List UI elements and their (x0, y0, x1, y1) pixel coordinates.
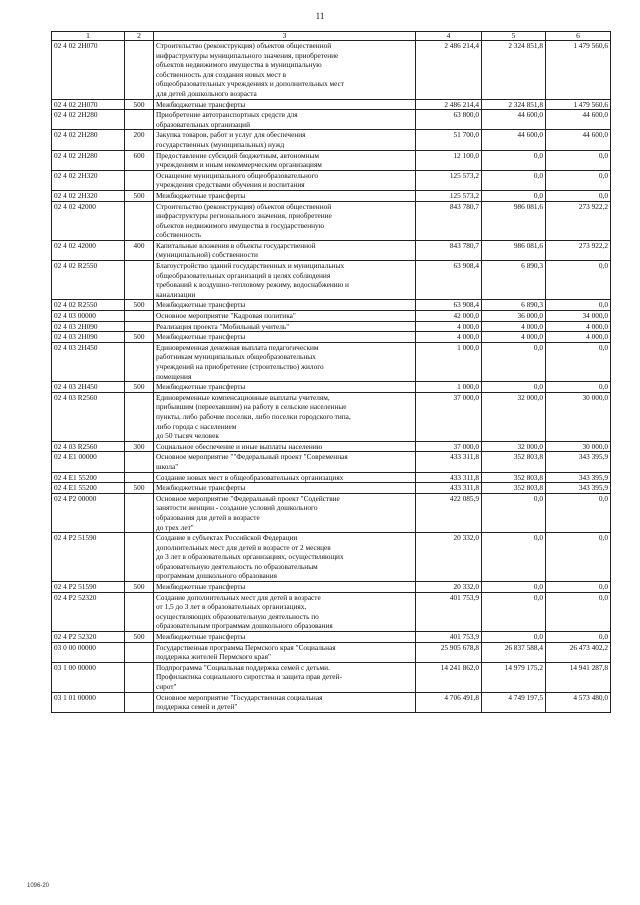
row-code: 02 4 03 R2560 (52, 441, 125, 452)
table-row (52, 642, 611, 662)
row-amount-col5: 352 803,8 (482, 452, 546, 472)
row-amount-col4: 51 700,0 (416, 130, 482, 150)
row-amount-col5: 4 000,0 (482, 332, 546, 343)
table-row (52, 41, 611, 100)
row-amount-col5: 0,0 (482, 342, 546, 381)
row-expense-type (125, 170, 154, 190)
row-amount-col4: 37 000,0 (416, 441, 482, 452)
row-amount-col5: 4 749 197,5 (482, 692, 546, 712)
row-amount-col4: 14 241 862,0 (416, 662, 482, 692)
table-row (52, 382, 611, 393)
row-code: 02 4 Р2 52320 (52, 632, 125, 643)
row-expense-type (125, 41, 154, 100)
row-amount-col5: 352 803,8 (482, 472, 546, 483)
row-expense-type (125, 493, 154, 532)
row-expense-type (125, 261, 154, 300)
row-description: Создание дополнительных мест для детей в возрасте от 1,5 до 3 лет в образовательных организациях, осуществляющих образовательную деятельность по образовательным программам дошкольного образования (154, 592, 416, 631)
row-description: Основное мероприятие "Кадровая политика" (154, 311, 416, 322)
row-amount-col4: 2 486 214,4 (416, 41, 482, 100)
table-row (52, 592, 611, 631)
row-description: Межбюджетные трансферты (154, 190, 416, 201)
table-row (52, 240, 611, 260)
table-row (52, 472, 611, 483)
row-description: Основное мероприятие "Государственная социальная поддержка семей и детей" (154, 692, 416, 712)
row-code: 02 4 Е1 00000 (52, 452, 125, 472)
row-amount-col4: 4 706 491,8 (416, 692, 482, 712)
column-header: 6 (546, 32, 611, 41)
row-code: 02 4 02 2Н280 (52, 110, 125, 130)
row-amount-col5: 36 000,0 (482, 311, 546, 322)
row-amount-col6: 0,0 (546, 493, 611, 532)
column-header: 1 (52, 32, 125, 41)
row-amount-col6: 0,0 (546, 342, 611, 381)
row-expense-type (125, 392, 154, 441)
row-amount-col6: 0,0 (546, 592, 611, 631)
row-amount-col6: 0,0 (546, 170, 611, 190)
row-expense-type: 400 (125, 240, 154, 260)
row-amount-col5: 14 979 175,2 (482, 662, 546, 692)
table-row (52, 632, 611, 643)
row-amount-col4: 63 800,0 (416, 110, 482, 130)
row-code: 02 4 02 2Н070 (52, 99, 125, 110)
row-amount-col5: 0,0 (482, 150, 546, 170)
table-header-row (52, 32, 611, 41)
row-expense-type: 500 (125, 582, 154, 593)
table-row (52, 533, 611, 582)
table-row (52, 150, 611, 170)
row-description: Оснащение муниципального общеобразовательного учреждения средствами обучения и воспитания (154, 170, 416, 190)
row-expense-type (125, 692, 154, 712)
row-description: Предоставление субсидий бюджетным, автономным учреждениям и иным некоммерческим организациям (154, 150, 416, 170)
row-amount-col6: 4 573 480,0 (546, 692, 611, 712)
row-amount-col5: 4 000,0 (482, 321, 546, 332)
row-amount-col6: 14 941 287,8 (546, 662, 611, 692)
row-amount-col4: 20 332,0 (416, 582, 482, 593)
table-row (52, 130, 611, 150)
row-code: 02 4 03 2Н090 (52, 321, 125, 332)
row-expense-type (125, 642, 154, 662)
row-expense-type: 200 (125, 130, 154, 150)
column-header: 5 (482, 32, 546, 41)
row-amount-col5: 32 000,0 (482, 441, 546, 452)
row-amount-col4: 63 908,4 (416, 261, 482, 300)
row-expense-type (125, 342, 154, 381)
row-amount-col5: 352 803,8 (482, 483, 546, 494)
row-amount-col6: 273 922,2 (546, 240, 611, 260)
row-code: 02 4 03 R2560 (52, 392, 125, 441)
row-amount-col4: 401 753,9 (416, 632, 482, 643)
row-amount-col6: 0,0 (546, 582, 611, 593)
row-code: 02 4 02 2Н320 (52, 170, 125, 190)
row-amount-col5: 32 000,0 (482, 392, 546, 441)
row-description: Благоустройство зданий государственных и муниципальных общеобразовательных организаций в целях соблюдения требований к воздушно-тепловому режиму, водоснабжению и канализации (154, 261, 416, 300)
row-expense-type: 500 (125, 332, 154, 343)
row-expense-type: 300 (125, 441, 154, 452)
table-body (52, 41, 611, 713)
row-amount-col4: 125 573,2 (416, 170, 482, 190)
row-description: Межбюджетные трансферты (154, 99, 416, 110)
table-row (52, 692, 611, 712)
table-row (52, 300, 611, 311)
row-amount-col5: 44 600,0 (482, 110, 546, 130)
row-amount-col4: 4 000,0 (416, 321, 482, 332)
footer-document-code: 1096-20 (27, 883, 50, 889)
row-code: 02 4 03 2Н450 (52, 382, 125, 393)
row-code: 02 4 Е1 55200 (52, 483, 125, 494)
column-header: 4 (416, 32, 482, 41)
row-expense-type (125, 321, 154, 332)
row-expense-type (125, 110, 154, 130)
row-amount-col6: 0,0 (546, 382, 611, 393)
row-description: Межбюджетные трансферты (154, 483, 416, 494)
row-expense-type: 500 (125, 190, 154, 201)
row-expense-type (125, 452, 154, 472)
row-amount-col6: 0,0 (546, 150, 611, 170)
row-code: 02 4 Р2 51590 (52, 582, 125, 593)
row-amount-col5: 986 081,6 (482, 240, 546, 260)
row-code: 02 4 Р2 52320 (52, 592, 125, 631)
column-header: 2 (125, 32, 154, 41)
table-row (52, 311, 611, 322)
row-code: 02 4 02 R2550 (52, 300, 125, 311)
table-row (52, 662, 611, 692)
row-expense-type (125, 472, 154, 483)
row-code: 02 4 02 2Н280 (52, 130, 125, 150)
row-description: Социальное обеспечение и иные выплаты населению (154, 441, 416, 452)
row-description: Единовременные компенсационные выплаты учителям, прибывшим (переехавшим) на работу в сельские населенные пункты, либо рабочие поселки, либо поселки городского типа, либо города с населением до 50 тысяч человек (154, 392, 416, 441)
table-row (52, 261, 611, 300)
row-amount-col5: 6 890,3 (482, 261, 546, 300)
row-code: 02 4 02 42000 (52, 201, 125, 240)
row-expense-type: 600 (125, 150, 154, 170)
row-amount-col6: 0,0 (546, 533, 611, 582)
row-amount-col4: 1 000,0 (416, 382, 482, 393)
row-expense-type (125, 662, 154, 692)
table-row (52, 110, 611, 130)
column-header: 3 (154, 32, 416, 41)
row-amount-col5: 44 600,0 (482, 130, 546, 150)
row-amount-col6: 1 479 560,6 (546, 41, 611, 100)
table-row (52, 170, 611, 190)
row-amount-col4: 42 000,0 (416, 311, 482, 322)
row-description: Межбюджетные трансферты (154, 632, 416, 643)
row-amount-col4: 4 000,0 (416, 332, 482, 343)
row-expense-type: 500 (125, 382, 154, 393)
row-code: 02 4 02 2Н070 (52, 41, 125, 100)
table-row (52, 321, 611, 332)
row-description: Капитальные вложения в объекты государственной (муниципальной) собственности (154, 240, 416, 260)
row-description: Межбюджетные трансферты (154, 300, 416, 311)
row-amount-col4: 1 000,0 (416, 342, 482, 381)
row-description: Основное мероприятие "Федеральный проект "Содействие занятости женщин - создание условий дошкольного образования для детей в возрасте до трех лет" (154, 493, 416, 532)
row-description: Основное мероприятие ""Федеральный проект "Современная школа" (154, 452, 416, 472)
row-amount-col4: 843 780,7 (416, 240, 482, 260)
row-amount-col6: 0,0 (546, 190, 611, 201)
row-description: Создание в субъектах Российской Федерации дополнительных мест для детей в возрасте от 2 месяцев до 3 лет в образовательных организациях, осуществляющих образовательную деятельность по образовательным программам дошкольного образования (154, 533, 416, 582)
row-expense-type (125, 592, 154, 631)
row-amount-col6: 44 600,0 (546, 110, 611, 130)
row-amount-col4: 12 100,0 (416, 150, 482, 170)
row-expense-type (125, 201, 154, 240)
row-amount-col4: 433 311,8 (416, 452, 482, 472)
row-amount-col4: 843 780,7 (416, 201, 482, 240)
row-amount-col6: 4 000,0 (546, 321, 611, 332)
row-description: Подпрограмма "Социальная поддержка семей с детьми. Профилактика социального сиротства и защита прав детей- сирот" (154, 662, 416, 692)
row-amount-col6: 30 000,0 (546, 392, 611, 441)
row-description: Государственная программа Пермского края "Социальная поддержка жителей Пермского края" (154, 642, 416, 662)
row-amount-col6: 343 395,9 (546, 483, 611, 494)
table-row (52, 392, 611, 441)
row-amount-col5: 0,0 (482, 190, 546, 201)
row-code: 02 4 03 2Н450 (52, 342, 125, 381)
row-amount-col6: 34 000,0 (546, 311, 611, 322)
page-number: 11 (315, 11, 325, 21)
row-amount-col4: 401 753,9 (416, 592, 482, 631)
row-amount-col6: 343 395,9 (546, 472, 611, 483)
row-amount-col6: 0,0 (546, 261, 611, 300)
table-row (52, 342, 611, 381)
row-amount-col6: 273 922,2 (546, 201, 611, 240)
table-row (52, 201, 611, 240)
row-description: Межбюджетные трансферты (154, 332, 416, 343)
row-amount-col4: 2 486 214,4 (416, 99, 482, 110)
row-code: 02 4 02 42000 (52, 240, 125, 260)
row-amount-col5: 0,0 (482, 533, 546, 582)
row-amount-col6: 4 000,0 (546, 332, 611, 343)
row-amount-col6: 26 473 402,2 (546, 642, 611, 662)
table-row (52, 483, 611, 494)
table-row (52, 441, 611, 452)
row-amount-col4: 433 311,8 (416, 483, 482, 494)
row-code: 03 0 00 00000 (52, 642, 125, 662)
row-description: Приобретение автотранспортных средств для образовательных организаций (154, 110, 416, 130)
row-amount-col6: 0,0 (546, 632, 611, 643)
row-expense-type: 500 (125, 483, 154, 494)
row-code: 02 4 02 R2550 (52, 261, 125, 300)
row-description: Строительство (реконструкция) объектов общественной инфраструктуры регионального значения, приобретение объектов недвижимого имущества в государственную собственность (154, 201, 416, 240)
table-row (52, 190, 611, 201)
row-expense-type (125, 311, 154, 322)
row-amount-col5: 986 081,6 (482, 201, 546, 240)
row-expense-type: 500 (125, 300, 154, 311)
row-code: 02 4 02 2Н280 (52, 150, 125, 170)
row-description: Создание новых мест в общеобразовательных организациях (154, 472, 416, 483)
row-code: 02 4 03 2Н090 (52, 332, 125, 343)
row-expense-type (125, 533, 154, 582)
row-amount-col4: 25 905 678,8 (416, 642, 482, 662)
row-amount-col4: 433 311,8 (416, 472, 482, 483)
row-amount-col6: 44 600,0 (546, 130, 611, 150)
row-description: Закупка товаров, работ и услуг для обеспечения государственных (муниципальных) нужд (154, 130, 416, 150)
row-code: 02 4 Р2 51590 (52, 533, 125, 582)
row-code: 03 1 01 00000 (52, 692, 125, 712)
row-description: Единовременная денежная выплата педагогическим работникам муниципальных общеобразовательных учреждений на приобретение (строительство) жилого помещения (154, 342, 416, 381)
row-code: 02 4 Е1 55200 (52, 472, 125, 483)
row-amount-col5: 0,0 (482, 382, 546, 393)
budget-table (51, 31, 611, 713)
row-amount-col6: 30 000,0 (546, 441, 611, 452)
row-amount-col4: 20 332,0 (416, 533, 482, 582)
row-amount-col4: 125 573,2 (416, 190, 482, 201)
row-code: 02 4 03 00000 (52, 311, 125, 322)
row-description: Строительство (реконструкция) объектов общественной инфраструктуры муниципального значения, приобретение объектов недвижимого имущества в муниципальную собственность для создания новых мест в общеобразовательных учреждениях и дополнительных мест для детей дошкольного возраста (154, 41, 416, 100)
row-description: Межбюджетные трансферты (154, 382, 416, 393)
row-amount-col5: 26 837 588,4 (482, 642, 546, 662)
row-amount-col6: 1 479 560,6 (546, 99, 611, 110)
row-description: Межбюджетные трансферты (154, 582, 416, 593)
table-row (52, 99, 611, 110)
row-amount-col5: 2 324 851,8 (482, 99, 546, 110)
row-amount-col5: 0,0 (482, 170, 546, 190)
table-row (52, 493, 611, 532)
row-amount-col6: 0,0 (546, 300, 611, 311)
row-amount-col5: 6 890,3 (482, 300, 546, 311)
row-amount-col4: 37 000,0 (416, 392, 482, 441)
row-amount-col4: 63 908,4 (416, 300, 482, 311)
row-code: 02 4 Р2 00000 (52, 493, 125, 532)
row-expense-type: 500 (125, 99, 154, 110)
row-amount-col5: 0,0 (482, 493, 546, 532)
row-amount-col4: 422 085,9 (416, 493, 482, 532)
row-amount-col5: 0,0 (482, 592, 546, 631)
row-code: 03 1 00 00000 (52, 662, 125, 692)
table-row (52, 332, 611, 343)
row-amount-col5: 0,0 (482, 632, 546, 643)
row-code: 02 4 02 2Н320 (52, 190, 125, 201)
table-row (52, 582, 611, 593)
table-row (52, 452, 611, 472)
row-expense-type: 500 (125, 632, 154, 643)
row-amount-col6: 343 395,9 (546, 452, 611, 472)
row-description: Реализация проекта "Мобильный учитель" (154, 321, 416, 332)
row-amount-col5: 0,0 (482, 582, 546, 593)
row-amount-col5: 2 324 851,8 (482, 41, 546, 100)
